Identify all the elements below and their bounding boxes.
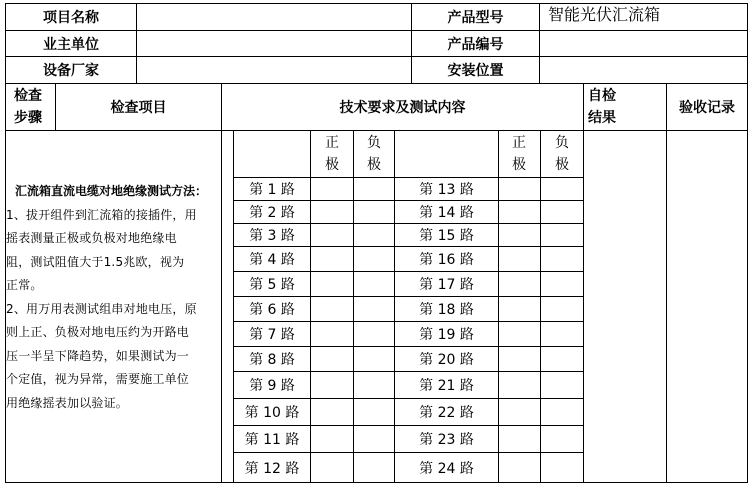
circuit-label-left: 第 4 路 bbox=[249, 252, 295, 268]
project-name-label: 项目名称 bbox=[43, 10, 99, 26]
procedure-line: 个定值，视为异常，需要施工单位 bbox=[6, 372, 190, 386]
test-procedure bbox=[6, 180, 216, 415]
col-step-line2: 步骤 bbox=[14, 110, 42, 126]
circuit-label-left: 第 9 路 bbox=[249, 378, 295, 394]
circuit-label-right: 第 14 路 bbox=[419, 205, 474, 221]
serial-label: 产品编号 bbox=[447, 36, 504, 53]
circuit-label-left: 第 12 路 bbox=[244, 460, 300, 477]
circuit-label-right: 第 24 路 bbox=[419, 460, 474, 477]
circuit-label-left: 第 3 路 bbox=[249, 228, 295, 244]
negative-header-left-2: 极 bbox=[367, 157, 381, 173]
circuit-label-left: 第 1 路 bbox=[249, 182, 295, 198]
location-label: 安装位置 bbox=[447, 63, 504, 79]
col-self-check-line2: 结果 bbox=[588, 110, 616, 126]
circuit-label-left: 第 10 路 bbox=[244, 405, 300, 421]
circuit-label-right: 第 19 路 bbox=[419, 327, 474, 343]
procedure-line: 2、用万用表测试组串对地电压，原 bbox=[6, 301, 197, 316]
negative-header-left-1: 负 bbox=[367, 135, 381, 151]
col-step-line1: 检查 bbox=[14, 88, 42, 104]
procedure-line: 1、拔开组件到汇流箱的接插件，用 bbox=[6, 207, 197, 222]
serial-field[interactable] bbox=[540, 31, 747, 56]
circuit-label-right: 第 18 路 bbox=[419, 302, 474, 318]
model-field[interactable]: 智能光伏汇流箱 bbox=[548, 5, 661, 24]
procedure-line: 用绝缘摇表加以验证。 bbox=[6, 395, 129, 410]
circuit-label-left: 第 7 路 bbox=[249, 327, 295, 343]
procedure-line: 压一半呈下降趋势，如果测试为一 bbox=[6, 348, 190, 363]
circuit-label-right: 第 17 路 bbox=[419, 277, 474, 293]
procedure-line: 摇表测量正极或负极对地绝缘电 bbox=[6, 231, 177, 245]
project-name-field[interactable] bbox=[137, 4, 411, 30]
vendor-field[interactable] bbox=[137, 57, 411, 83]
negative-header-right-1: 负 bbox=[555, 135, 569, 151]
location-field[interactable] bbox=[540, 57, 747, 83]
positive-header-left-1: 正 bbox=[325, 135, 339, 151]
circuit-label-right: 第 20 路 bbox=[419, 352, 474, 368]
circuit-label-left: 第 2 路 bbox=[249, 205, 295, 221]
circuit-label-left: 第 8 路 bbox=[249, 352, 295, 368]
procedure-line: 则上正、负极对地电压约为开路电 bbox=[6, 325, 190, 339]
col-requirement: 技术要求及测试内容 bbox=[339, 100, 466, 116]
procedure-title: 汇流箱直流电缆对地绝缘测试方法： bbox=[14, 184, 207, 198]
positive-header-right-1: 正 bbox=[512, 135, 526, 151]
circuit-label-right: 第 22 路 bbox=[419, 405, 474, 421]
circuit-label-left: 第 5 路 bbox=[249, 277, 295, 293]
procedure-line: 阻，测试阻值大于1.5兆欧，视为 bbox=[6, 254, 185, 269]
positive-header-right-2: 极 bbox=[512, 157, 526, 173]
owner-label: 业主单位 bbox=[43, 36, 99, 53]
circuit-label-right: 第 21 路 bbox=[419, 378, 474, 394]
circuit-label-right: 第 16 路 bbox=[419, 252, 474, 268]
procedure-line: 正常。 bbox=[6, 278, 43, 292]
owner-field[interactable] bbox=[137, 31, 411, 56]
col-self-check-line1: 自检 bbox=[588, 88, 616, 104]
circuit-label-left: 第 6 路 bbox=[249, 302, 295, 318]
circuit-label-right: 第 15 路 bbox=[419, 228, 474, 244]
circuit-label-left: 第 11 路 bbox=[244, 432, 300, 448]
negative-header-right-2: 极 bbox=[555, 157, 569, 173]
col-check-item: 检查项目 bbox=[110, 100, 167, 116]
col-acceptance: 验收记录 bbox=[679, 100, 735, 116]
circuit-label-right: 第 23 路 bbox=[419, 432, 474, 448]
vendor-label: 设备厂家 bbox=[43, 63, 99, 79]
positive-header-left-2: 极 bbox=[325, 157, 339, 173]
model-label: 产品型号 bbox=[447, 10, 504, 26]
circuit-label-right: 第 13 路 bbox=[419, 182, 474, 198]
